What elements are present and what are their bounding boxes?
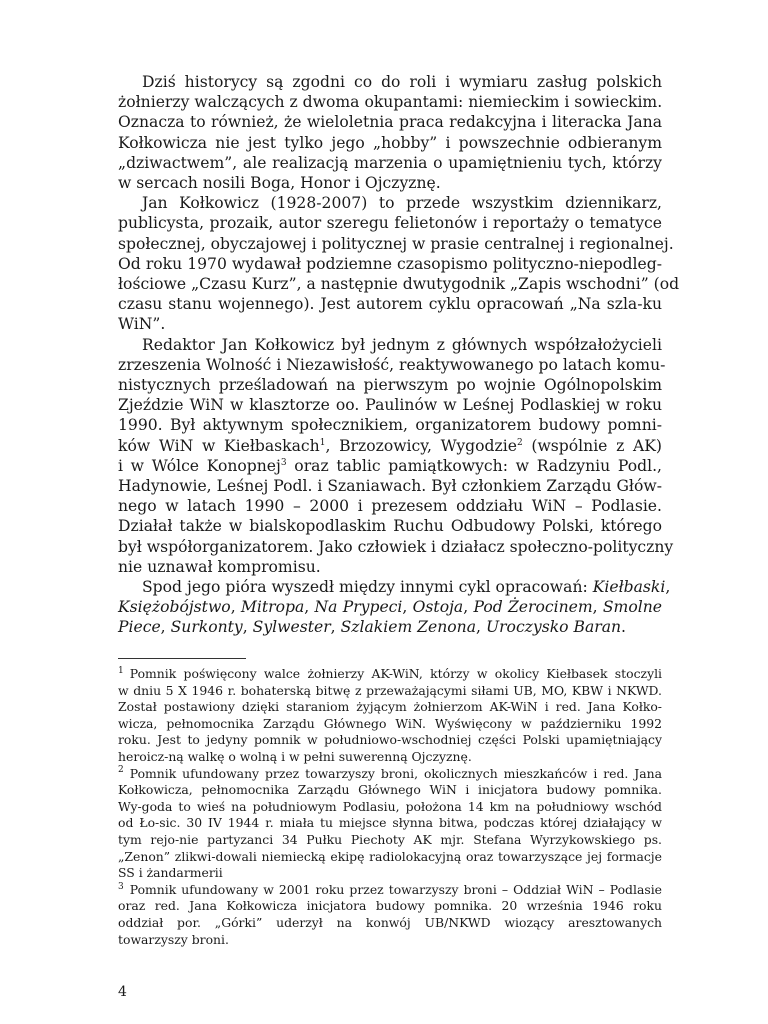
separator: ,: [330, 618, 341, 637]
footnotes: [118, 666, 662, 948]
separator: ,: [592, 598, 603, 617]
text-line: 1990. Był aktywnym społecznikiem, organizatorem budowy pomni-: [118, 416, 662, 435]
text-line: Działał także w bialskopodlaskim Ruchu Odbudowy Polski, którego: [118, 517, 662, 536]
separator: ,: [242, 618, 253, 637]
work-title: Mitropa: [240, 598, 305, 617]
footnote-1: [118, 666, 662, 766]
work-title: Pod Żerocinem: [473, 598, 593, 617]
footnote-line: wicza, pełnomocnika Zarządu Głównego WiN. Wyświęcony w październiku 1992: [118, 715, 662, 731]
text-fragment: Pomnik ufundowany przez towarzyszy broni, okolicznych mieszkańców i red. Jana: [129, 765, 662, 781]
paragraph-1: [118, 72, 662, 193]
footnote-ref-3[interactable]: 3: [280, 457, 287, 468]
separator: .: [621, 618, 627, 637]
footnote-3: [118, 882, 662, 948]
text-line: nie uznawał kompromisu.: [118, 557, 321, 576]
footnote-line: [118, 766, 662, 783]
footnote-line: SS i żandarmerii: [118, 865, 223, 881]
footnote-line: „Zenon” zlikwi-dowali niemiecką ekipę radiolokacyjną oraz towarzyszące jej formacje: [118, 848, 662, 864]
footnote-number: 1: [118, 665, 124, 676]
text-line: Redaktor Jan Kołkowicz był jednym z głównych współzałożycieli: [142, 335, 662, 354]
text-fragment: (wspólnie z AK): [522, 436, 662, 455]
footnote-line: Kołkowicza, pełnomocnika Zarządu Głównego WiN i inicjatora budowy pomnika.: [118, 782, 662, 798]
text-fragment: , Brzozowicy, Wygodzie: [325, 436, 517, 455]
text-line: czasu stanu wojennego). Jest autorem cyklu opracowań „Na szla-ku: [118, 295, 662, 314]
separator: ,: [665, 578, 671, 597]
footnote-line: [118, 882, 662, 899]
text-line: łościowe „Czasu Kurz”, a następnie dwutygodnik „Zapis wschodni” (od: [118, 275, 680, 294]
text-line: żołnierzy walczących z dwoma okupantami: niemieckim i sowieckim.: [118, 93, 663, 112]
separator: ,: [230, 598, 241, 617]
work-title: Surkonty: [170, 618, 243, 637]
text-line: Jan Kołkowicz (1928-2007) to przede wszystkim dziennikarz,: [142, 194, 662, 213]
text-line: był współorganizatorem. Jako człowiek i działacz społeczno-polityczny: [118, 537, 674, 556]
text-line: Hadynowie, Leśnej Podl. i Szaniawach. Był członkiem Zarządu Głów-: [118, 477, 662, 496]
text-fragment: Pomnik ufundowany w 2001 roku przez towarzyszy broni – Oddział WiN – Podlasie: [129, 881, 662, 897]
separator: ,: [476, 618, 486, 637]
text-line: [118, 456, 662, 476]
text-line: „dziwactwem”, ale realizacją marzenia o upamiętnieniu tych, którzy: [118, 153, 662, 172]
text-line: nego w latach 1990 – 2000 i prezesem oddziału WiN – Podlasie.: [118, 497, 662, 516]
page-number: 4: [118, 984, 127, 1000]
footnote-line: tym rejo-nie partyzanci 34 Pułku Piechoty AK mjr. Stefana Wyrzykowskiego ps.: [118, 831, 662, 847]
footnote-2: [118, 766, 662, 882]
footnote-line: od Ło-sic. 30 IV 1944 r. miała tu miejsce słynna bitwa, podczas której działający w: [118, 815, 662, 831]
work-title: Smolne: [602, 598, 662, 617]
separator: ,: [160, 618, 171, 637]
text-line: Dziś historycy są zgodni co do roli i wymiaru zasług polskich: [142, 73, 662, 91]
text-line: nistycznych prześladowań na pierwszym po wojnie Ogólnopolskim: [118, 376, 662, 395]
paragraph-3: [118, 335, 674, 577]
text-fragment: ków WiN w Kiełbaskach: [118, 436, 320, 455]
text-fragment: Pomnik poświęcony walce żołnierzy AK-WiN, którzy w okolicy Kiełbasek stoczyli: [129, 666, 662, 681]
main-text: [118, 72, 680, 638]
work-title: Kiełbaski: [592, 578, 666, 597]
text-line: [118, 436, 662, 456]
work-title: Piece: [118, 618, 161, 637]
paragraph-4: [118, 577, 671, 638]
work-title: Księżobójstwo: [118, 598, 231, 617]
separator: ,: [463, 598, 474, 617]
work-title: Ostoja: [412, 598, 464, 617]
footnote-line: roku. Jest to jedyny pomnik w południowo-wschodniej części Polski upamiętniający: [118, 732, 662, 748]
text-line: [118, 617, 662, 637]
text-line: [118, 597, 662, 617]
footnote-line: Wy-goda to wieś na południowym Podlasiu, położona 14 km na południowy wschód: [118, 798, 662, 814]
text-line: zrzeszenia Wolność i Niezawisłość, reaktywowanego po latach komu-: [118, 355, 666, 374]
footnote-ref-2[interactable]: 2: [516, 437, 523, 448]
text-line: Od roku 1970 wydawał podziemne czasopismo polityczno-niepodleg-: [118, 254, 662, 273]
text-line: WiN”.: [118, 315, 166, 334]
work-title: Na Prypeci: [314, 598, 403, 617]
separator: ,: [304, 598, 315, 617]
text-line: Oznacza to również, że wieloletnia praca redakcyjna i literacka Jana: [118, 113, 662, 132]
text-fragment: Spod jego pióra wyszedł między innymi cykl opracowań:: [142, 578, 593, 597]
footnote-line: oddział por. „Górki” uderzył na konwój UB/NKWD wiozący aresztowanych: [118, 914, 662, 930]
text-line: Zjeździe WiN w klasztorze oo. Paulinów w Leśnej Podlaskiej w roku: [118, 396, 662, 415]
paragraph-2: [118, 193, 680, 334]
work-title: Sylwester: [252, 618, 331, 637]
footnote-line: towarzyszy broni.: [118, 931, 229, 947]
text-line: społecznej, obyczajowej i politycznej w prasie centralnej i regionalnej.: [118, 234, 674, 253]
footnote-number: 2: [118, 765, 124, 776]
text-fragment: i w Wólce Konopnej: [118, 456, 281, 475]
footnote-line: oraz red. Jana Kołkowicza inicjatora budowy pomnika. 20 września 1946 roku: [118, 898, 662, 914]
footnote-number: 3: [118, 881, 124, 892]
footnote-ref-1[interactable]: 1: [319, 437, 326, 448]
separator: ,: [402, 598, 413, 617]
text-line: w sercach nosili Boga, Honor i Ojczyznę.: [118, 174, 441, 193]
work-title: Uroczysko Baran: [485, 618, 622, 637]
text-line: [118, 577, 671, 597]
footnote-divider: [118, 658, 246, 659]
text-line: publicysta, prozaik, autor szeregu felietonów i reportaży o tematyce: [118, 214, 662, 233]
text-line: Kołkowicza nie jest tylko jego „hobby” i powszechnie odbieranym: [118, 133, 662, 152]
work-title: Szlakiem Zenona: [340, 618, 477, 637]
text-fragment: oraz tablic pamiątkowych: w Radzyniu Podl.,: [286, 456, 662, 475]
footnote-line: Został postawiony dzięki staraniom żyjącym żołnierzom AK-WiN i red. Jana Kołko-: [118, 699, 662, 715]
footnote-line: [118, 666, 662, 683]
footnote-line: heroicz-ną walkę o wolną i w pełni suwerenną Ojczyznę.: [118, 748, 472, 764]
footnote-line: w dniu 5 X 1946 r. bohaterską bitwę z przeważającymi siłami UB, MO, KBW i NKWD.: [118, 682, 662, 698]
